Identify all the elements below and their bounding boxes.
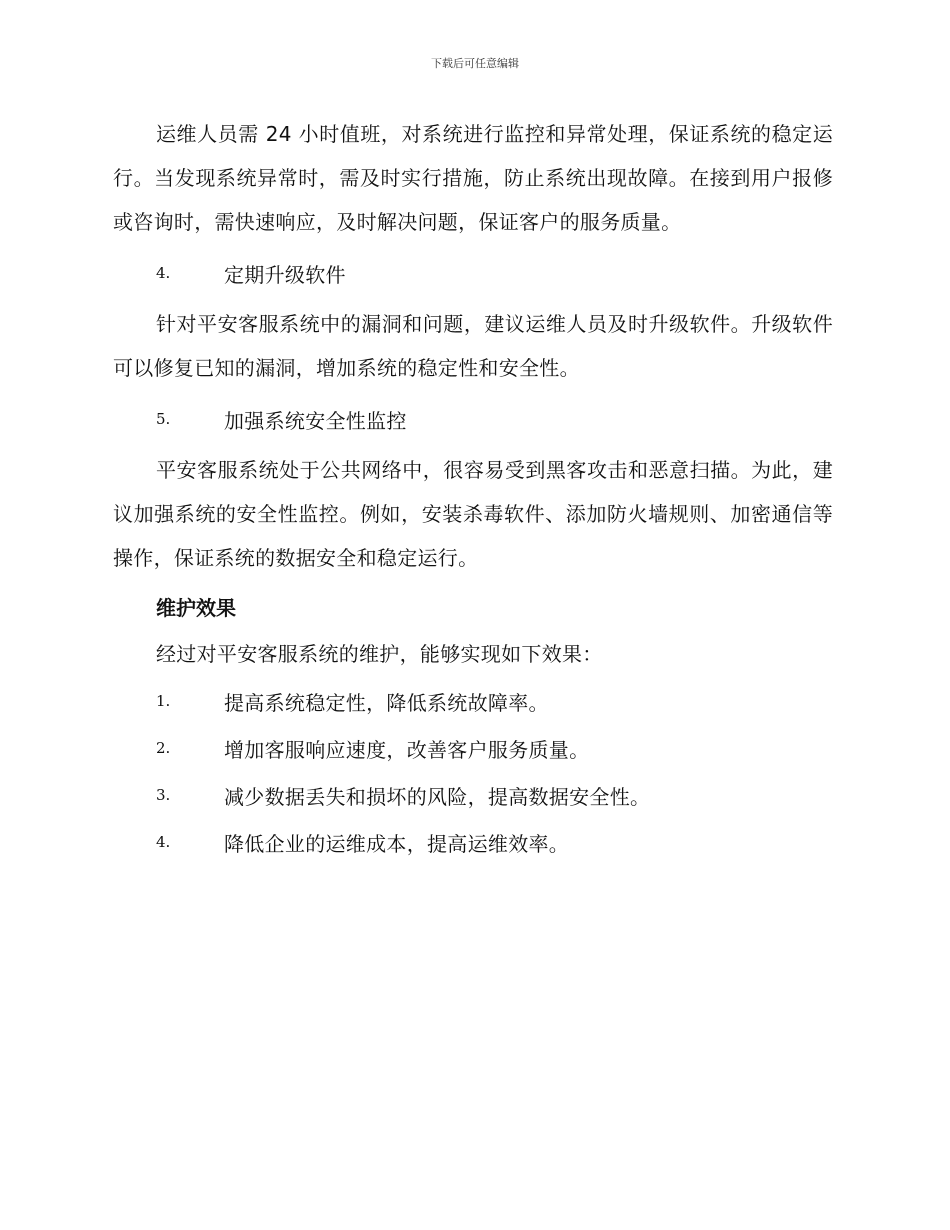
effect-item [113,824,833,860]
list-number: 1. [156,692,171,710]
list-text: 降低企业的运维成本，提高运维效率。 [224,831,570,856]
effect-lead: 经过对平安客服系统的维护，能够实现如下效果： [156,642,603,666]
effect-item [113,683,833,719]
list-item-upgrade [113,255,833,291]
effect-item [113,777,833,813]
paragraph-upgrade: 针对平安客服系统中的漏洞和问题，建议运维人员及时升级软件。升级软件可以修复已知的漏洞，增加系统的稳定性和安全性。 [113,312,833,380]
list-number: 5. [156,410,171,428]
list-number: 4. [156,833,171,851]
header-note: 下载后可任意编辑 [431,57,519,70]
list-text: 减少数据丢失和损坏的风险，提高数据安全性。 [224,784,651,809]
paragraph-security: 平安客服系统处于公共网络中，很容易受到黑客攻击和恶意扫描。为此，建议加强系统的安全性监控。例如，安装杀毒软件、添加防火墙规则、加密通信等操作，保证系统的数据安全和稳定运行。 [113,458,833,570]
list-number: 2. [156,739,171,757]
list-text: 定期升级软件 [224,262,346,287]
list-number: 3. [156,786,171,804]
list-text: 增加客服响应速度，改善客户服务质量。 [224,737,590,762]
effect-item [113,730,833,766]
document-body [113,112,833,871]
list-item-security [113,401,833,437]
list-number: 4. [156,264,171,282]
list-text: 加强系统安全性监控 [224,408,407,433]
section-heading-effect: 维护效果 [156,596,236,620]
paragraph-ops-duty: 运维人员需 24 小时值班，对系统进行监控和异常处理，保证系统的稳定运行。当发现系统异常时，需及时实行措施，防止系统出现故障。在接到用户报修或咨询时，需快速响应，及时解决问题，保证客户的服务质量。 [113,122,833,234]
list-text: 提高系统稳定性，降低系统故障率。 [224,690,549,715]
